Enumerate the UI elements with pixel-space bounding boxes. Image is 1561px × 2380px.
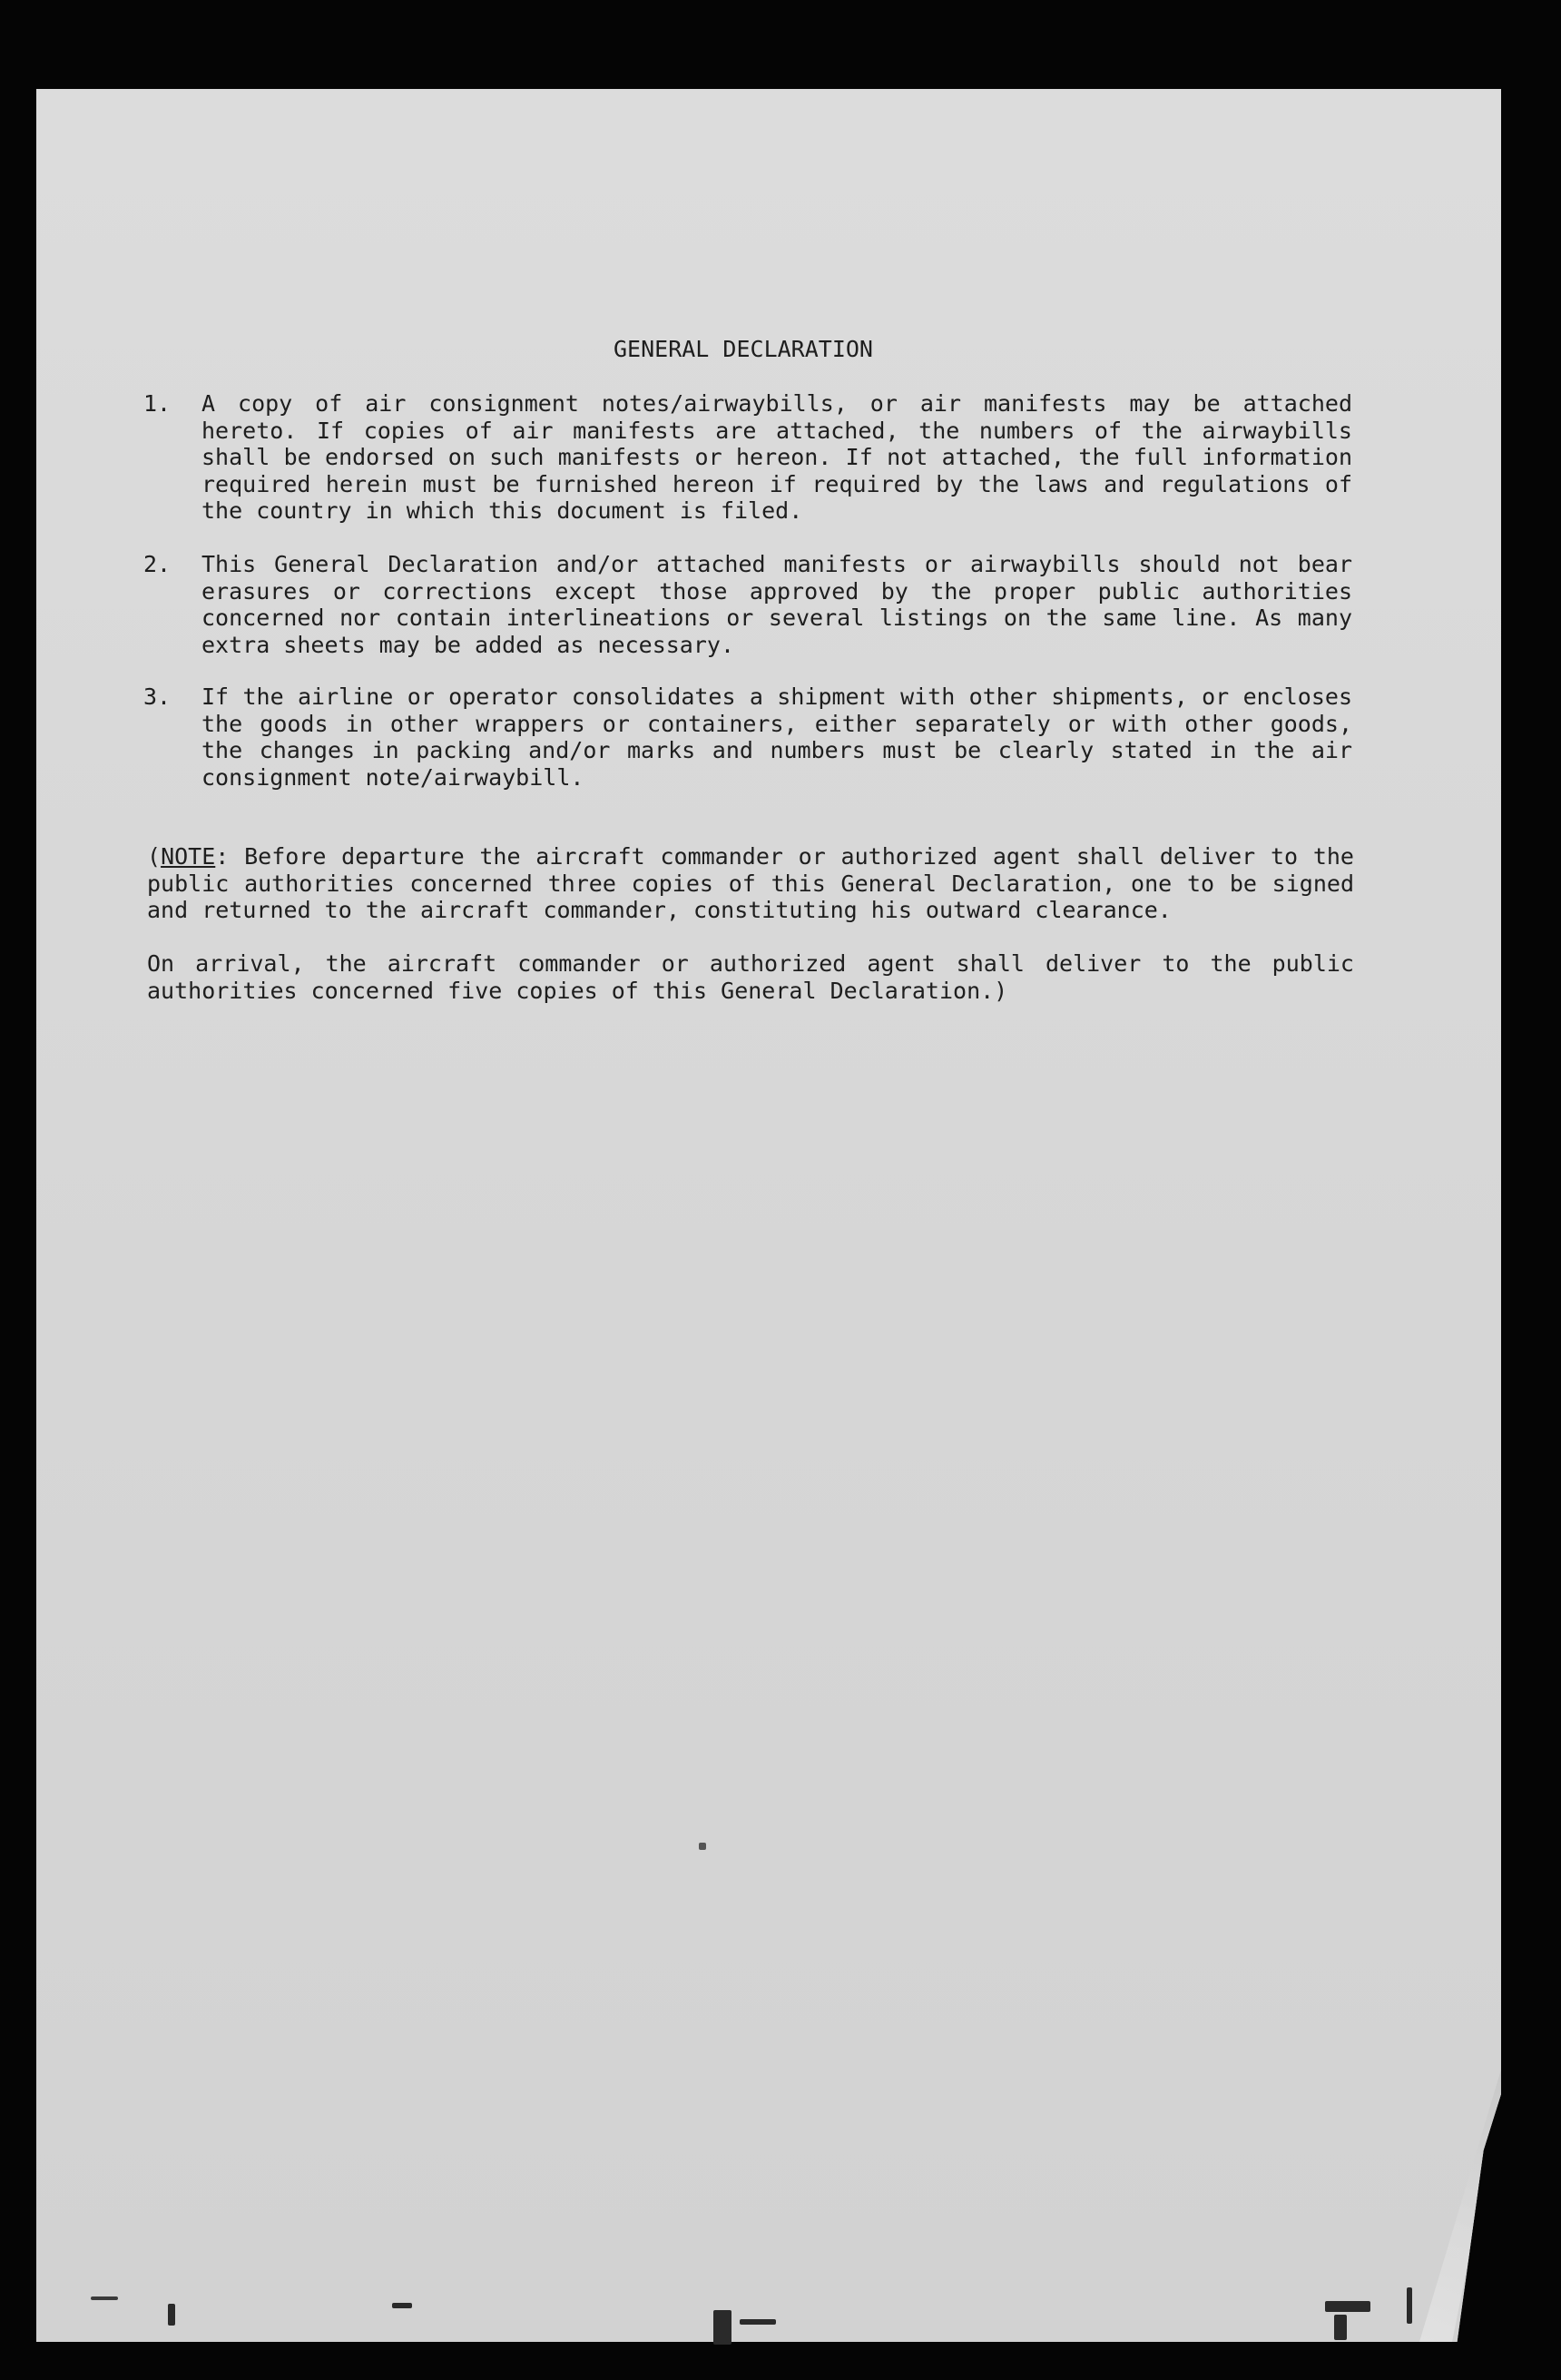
item-number-1: 1. xyxy=(143,390,172,417)
note-text: : Before departure the aircraft commander or authorized agent shall deliver to the public authorities concerned three copies of this General Declaration, one to be signed and returned to the aircraft commander, constituting his outward clearance. xyxy=(147,843,1354,923)
page-title: GENERAL DECLARATION xyxy=(614,336,873,362)
scan-artifact xyxy=(740,2319,776,2325)
scan-artifact xyxy=(392,2303,412,2308)
note-label: NOTE xyxy=(161,843,216,870)
item-number-3: 3. xyxy=(143,684,172,710)
scan-artifact xyxy=(1334,2315,1347,2340)
scan-artifact xyxy=(1325,2301,1370,2312)
note-open-paren: ( xyxy=(147,843,162,870)
item-text-1: A copy of air consignment notes/airwaybills, or air manifests may be attached hereto. If copies of air manifests are attached, the numbers of the airwaybills shall be endorsed on such manifests or hereon. If not attached, the full information required herein must be furnished hereon if required by the laws and regulations of the country in which this document is filed. xyxy=(201,390,1352,524)
scan-artifact xyxy=(91,2296,118,2300)
item-text-3: If the airline or operator consolidates a shipment with other shipments, or encloses the goods in other wrappers or containers, either separately or with other goods, the changes in packing and/or marks and numbers must be clearly stated in the air consignment note/airwaybill. xyxy=(201,684,1352,791)
scan-artifact xyxy=(168,2304,175,2326)
scan-artifact xyxy=(699,1843,706,1850)
item-number-2: 2. xyxy=(143,551,172,577)
note-paragraph xyxy=(147,843,1354,924)
item-text-2: This General Declaration and/or attached manifests or airwaybills should not bear erasures or corrections except those approved by the proper public authorities concerned nor contain interlineations or several listings on the same line. As many extra sheets may be added as necessary. xyxy=(201,551,1352,658)
arrival-paragraph: On arrival, the aircraft commander or authorized agent shall deliver to the public authorities concerned five copies of this General Declaration.) xyxy=(147,950,1354,1004)
scan-artifact xyxy=(713,2310,731,2345)
scan-artifact xyxy=(1407,2287,1412,2324)
